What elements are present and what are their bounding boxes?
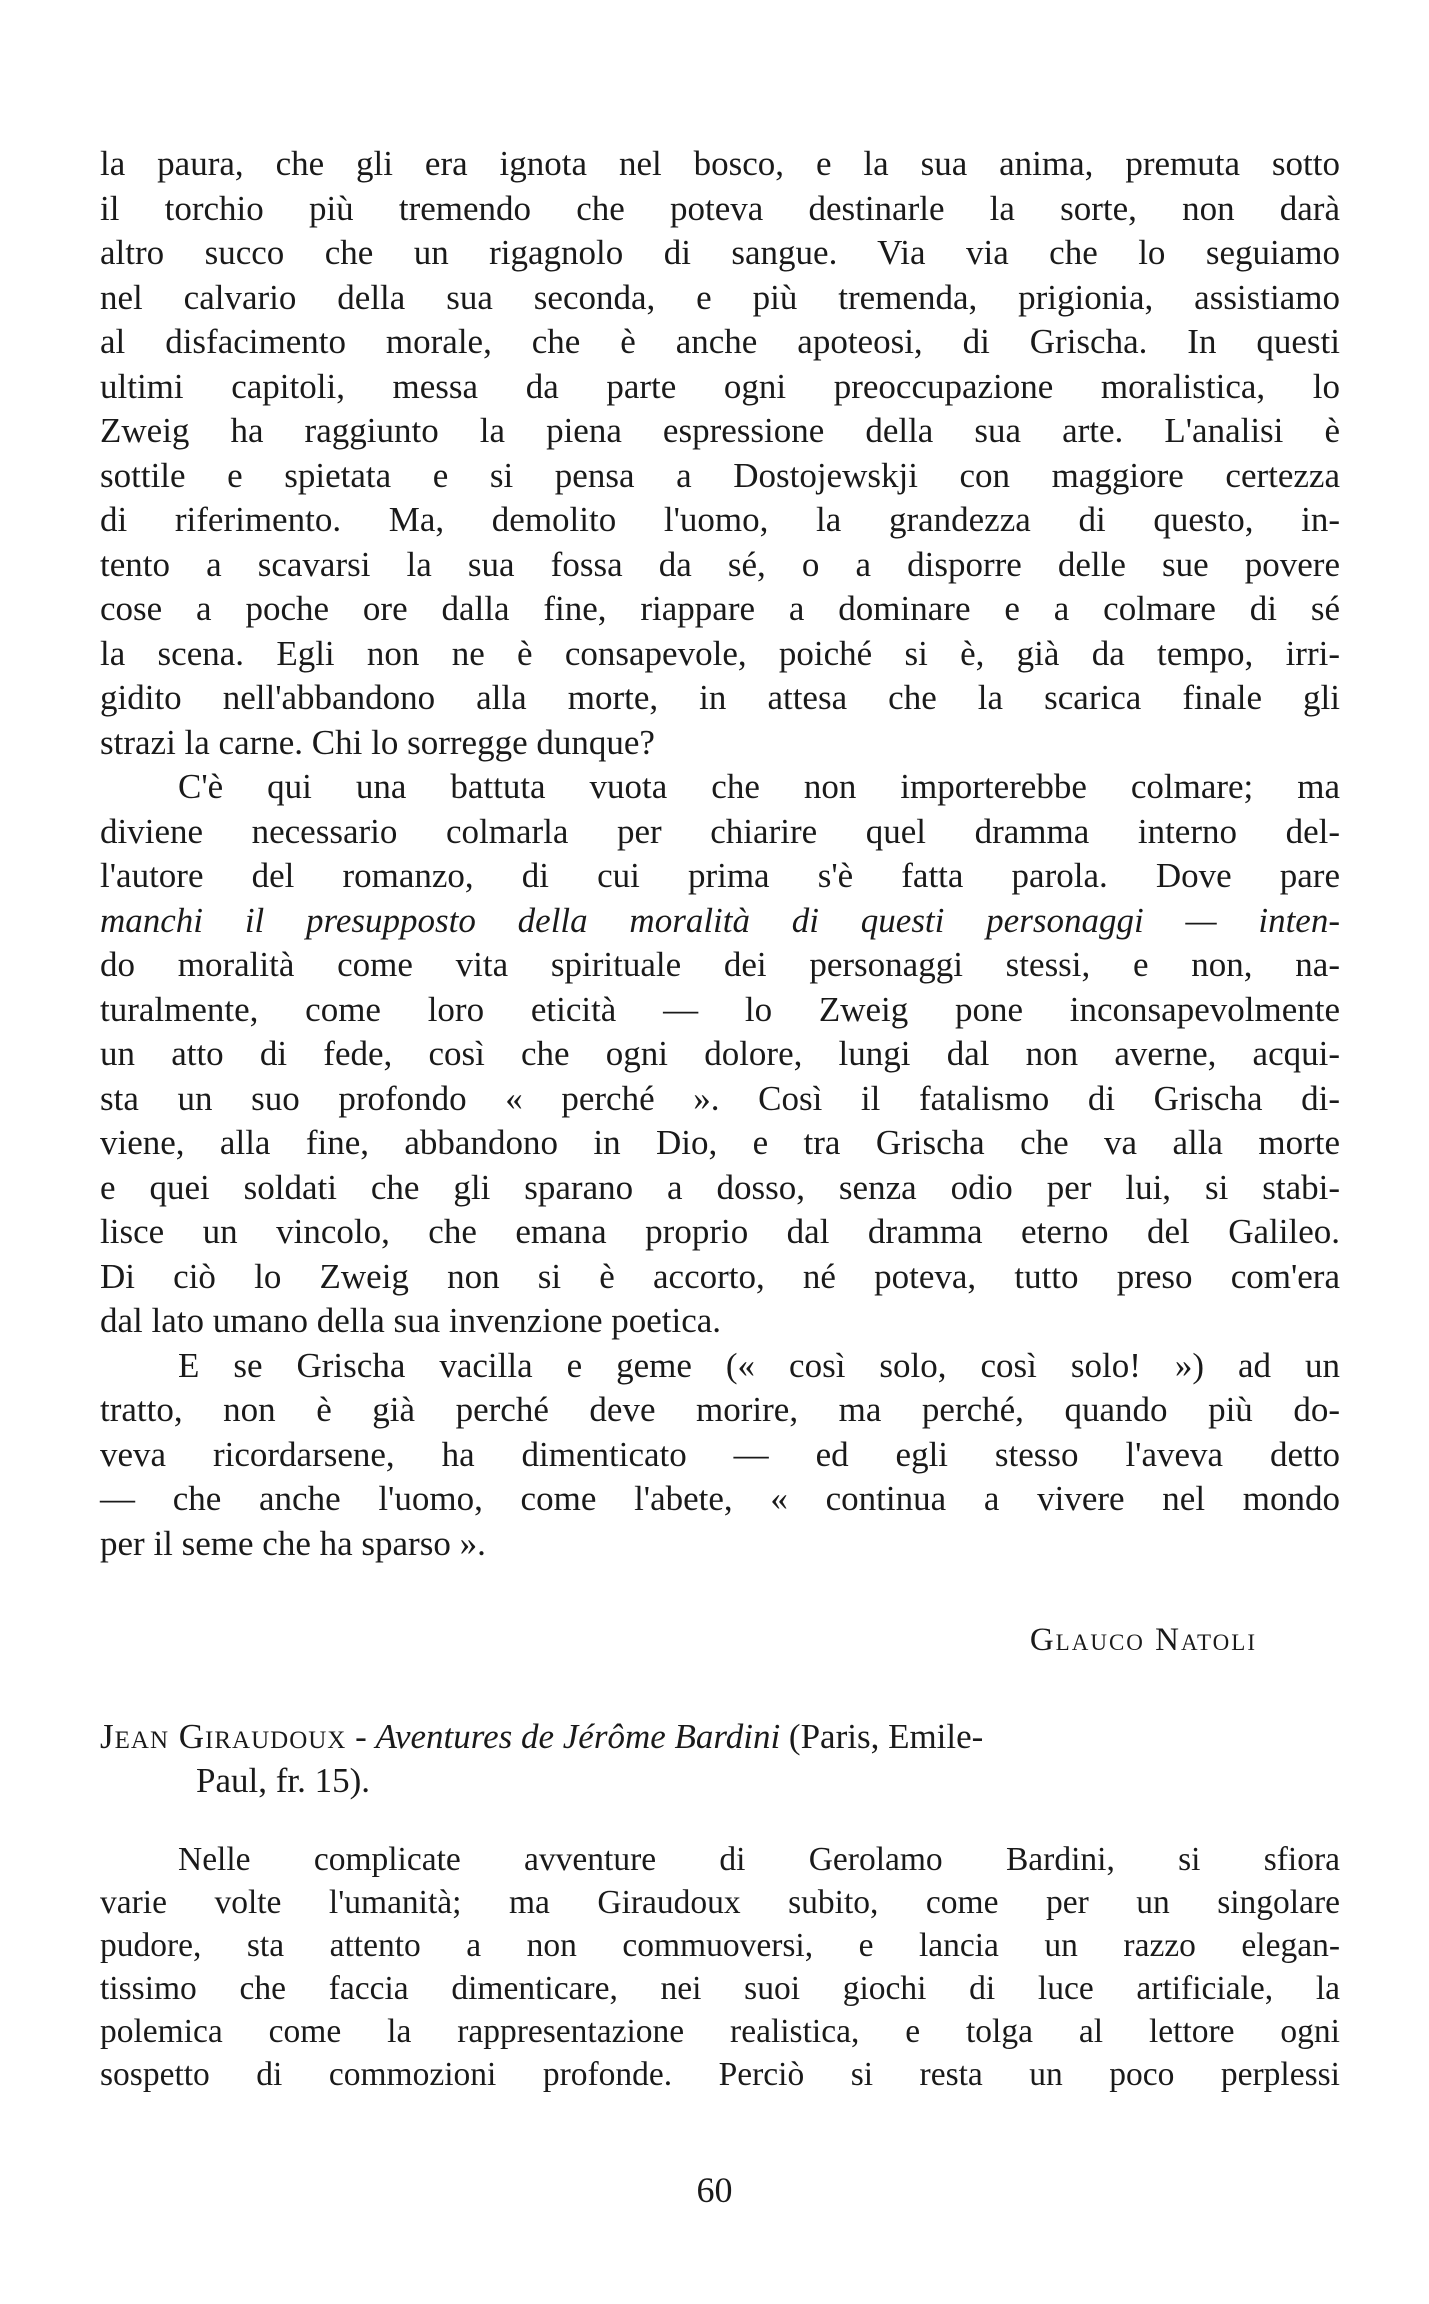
text-line: pudore, sta attento a non commuoversi, e lancia un razzo elegan-: [100, 1927, 1340, 1964]
text-line: il torchio più tremendo che poteva destinarle la sorte, non darà: [100, 188, 1340, 228]
text-line: varie volte l'umanità; ma Giraudoux subito, come per un singolare: [100, 1884, 1340, 1921]
text-line: ultimi capitoli, messa da parte ogni preoccupazione moralistica, lo: [100, 366, 1340, 406]
review-2-body: [100, 1838, 1340, 2096]
text-line: la paura, che gli era ignota nel bosco, e la sua anima, premuta sotto: [100, 144, 1340, 183]
text-line: sta un suo profondo « perché ». Così il fatalismo di Grischa di-: [100, 1078, 1340, 1118]
review-body: [100, 142, 1340, 1566]
heading-separator: -: [346, 1717, 376, 1756]
text-line: tissimo che faccia dimenticare, nei suoi giochi di luce artificiale, la: [100, 1970, 1340, 2007]
text-line: sospetto di commozioni profonde. Perciò si resta un poco perplessi: [100, 2056, 1340, 2093]
book-title: Aventures de Jérôme Bardini: [375, 1717, 781, 1756]
text-line: al disfacimento morale, che è anche apoteosi, di Grischa. In questi: [100, 322, 1340, 361]
text-line: di riferimento. Ma, demolito l'uomo, la grandezza di questo, in-: [100, 500, 1340, 539]
text-line: dal lato umano della sua invenzione poetica.: [100, 1301, 722, 1340]
text-line: C'è qui una battuta vuota che non importerebbe colmare; ma: [178, 767, 1340, 806]
book-publication: (Paris, Emile-: [780, 1717, 984, 1756]
text-line: nel calvario della sua seconda, e più tremenda, prigionia, assistiamo: [100, 277, 1340, 317]
text-line: per il seme che ha sparso ».: [100, 1523, 486, 1563]
text-line: la scena. Egli non ne è consapevole, poiché si è, già da tempo, irri-: [100, 633, 1340, 673]
text-line: — che anche l'uomo, come l'abete, « continua a vivere nel mondo: [100, 1479, 1340, 1518]
book-entry-heading: [100, 1715, 1340, 1803]
text-line: viene, alla fine, abbandono in Dio, e tra Grischa che va alla morte: [100, 1123, 1340, 1162]
text-line: sottile e spietata e si pensa a Dostojewskji con maggiore certezza: [100, 455, 1340, 495]
text-line: e quei soldati che gli sparano a dosso, senza odio per lui, si stabi-: [100, 1167, 1340, 1207]
review-signature: Glauco Natoli: [1029, 1622, 1257, 1658]
text-line: strazi la carne. Chi lo sorregge dunque?: [100, 722, 655, 762]
text-line: un atto di fede, così che ogni dolore, lungi dal non averne, acqui-: [100, 1034, 1340, 1073]
text-line: polemica come la rappresentazione realistica, e tolga al lettore ogni: [100, 2013, 1340, 2050]
text-line: cose a poche ore dalla fine, riappare a dominare e a colmare di sé: [100, 589, 1340, 628]
text-line: do moralità come vita spirituale dei personaggi stessi, e non, na-: [100, 945, 1340, 984]
text-line: tento a scavarsi la sua fossa da sé, o a disporre delle sue povere: [100, 544, 1340, 584]
text-line: E se Grischa vacilla e geme (« così solo, così solo! ») ad un: [178, 1345, 1340, 1385]
book-author: Jean Giraudoux: [100, 1717, 347, 1756]
text-line: turalmente, come loro eticità — lo Zweig pone inconsapevolmente: [100, 989, 1340, 1029]
page-number: 60: [696, 2170, 733, 2210]
text-line: Di ciò lo Zweig non si è accorto, né poteva, tutto preso com'era: [100, 1256, 1340, 1296]
text-line: altro succo che un rigagnolo di sangue. Via via che lo seguiamo: [100, 233, 1340, 272]
book-publication-cont: Paul, fr. 15).: [196, 1761, 371, 1800]
text-line: veva ricordarsene, ha dimenticato — ed egli stesso l'aveva detto: [100, 1434, 1340, 1474]
text-line: diviene necessario colmarla per chiarire quel dramma interno del-: [100, 811, 1340, 851]
text-line: tratto, non è già perché deve morire, ma perché, quando più do-: [100, 1390, 1340, 1429]
text-line: gidito nell'abbandono alla morte, in attesa che la scarica finale gli: [100, 678, 1340, 717]
text-line: Zweig ha raggiunto la piena espressione della sua arte. L'analisi è: [100, 411, 1340, 450]
text-line: l'autore del romanzo, di cui prima s'è fatta parola. Dove pare: [100, 856, 1340, 895]
text-line: manchi il presupposto della moralità di questi personaggi — inten-: [100, 900, 1340, 940]
text-line: lisce un vincolo, che emana proprio dal dramma eterno del Galileo.: [100, 1212, 1340, 1251]
text-line: Nelle complicate avventure di Gerolamo Bardini, si sfiora: [178, 1841, 1340, 1878]
